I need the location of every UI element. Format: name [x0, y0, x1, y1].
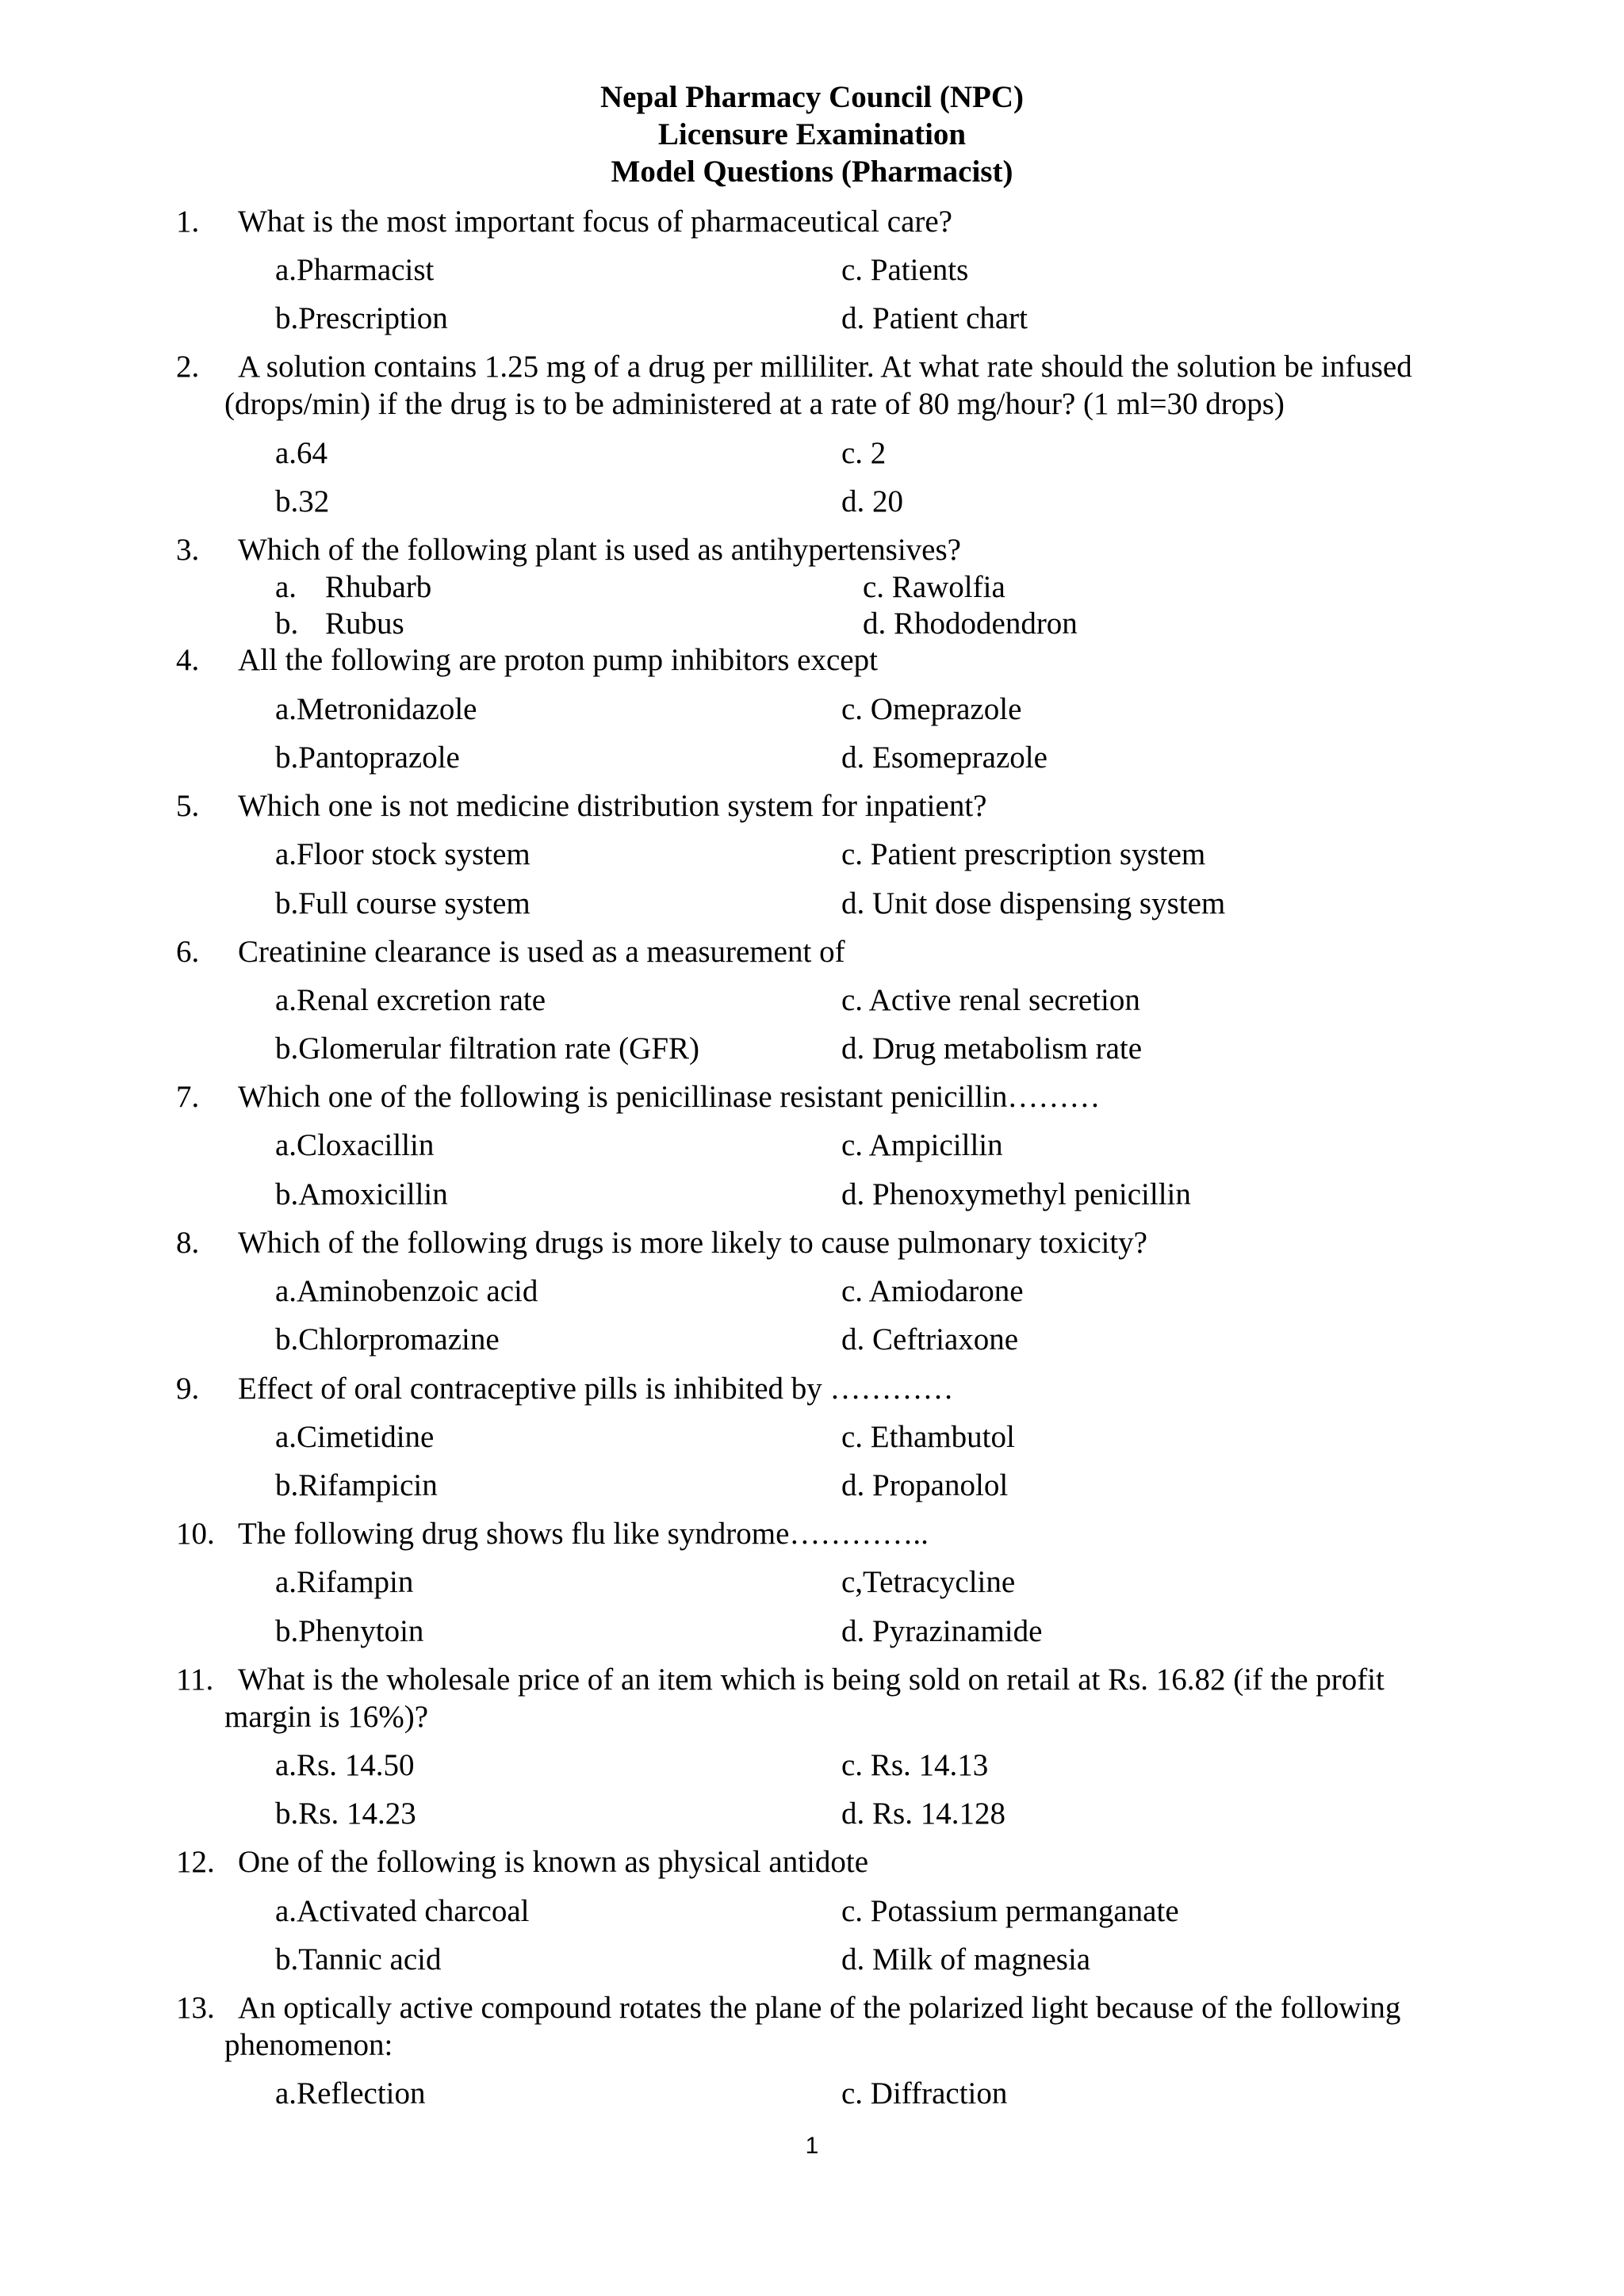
- option-a: a.Rifampin: [275, 1565, 414, 1599]
- option-b: b.Rifampicin: [275, 1468, 438, 1502]
- question-text: Which one of the following is penicillinase resistant penicillin………: [238, 1080, 1101, 1114]
- question-number: 8.: [176, 1226, 200, 1260]
- question-text: What is the most important focus of pharmaceutical care?: [238, 205, 952, 239]
- option-c: c. Patients: [841, 253, 969, 287]
- option-b: b.Chlorpromazine: [275, 1322, 500, 1357]
- option-c: c. Active renal secretion: [841, 983, 1140, 1017]
- model-questions-title: Model Questions (Pharmacist): [611, 155, 1013, 189]
- page-number: 1: [805, 2133, 819, 2159]
- option-c: c. Rawolfia: [863, 570, 1005, 604]
- exam-title: Licensure Examination: [657, 117, 967, 151]
- option-c: c. Diffraction: [841, 2076, 1008, 2110]
- option-text: Rubus: [325, 607, 404, 641]
- option-a: a.Renal excretion rate: [275, 983, 546, 1017]
- option-c: c,Tetracycline: [841, 1565, 1016, 1599]
- option-d: d. Pyrazinamide: [841, 1614, 1043, 1648]
- question-text: What is the wholesale price of an item which is being sold on retail at Rs. 16.82 (if the profit: [238, 1663, 1385, 1697]
- question-number: 7.: [176, 1080, 200, 1114]
- question-text-line-2: (drops/min) if the drug is to be administered at a rate of 80 mg/hour? (1 ml=30 drops): [224, 387, 1285, 421]
- option-c: c. Omeprazole: [841, 692, 1022, 726]
- question-number: 10.: [176, 1517, 215, 1551]
- option-d: d. Unit dose dispensing system: [841, 886, 1226, 920]
- option-a: a.Floor stock system: [275, 837, 530, 871]
- option-b: b.Rs. 14.23: [275, 1797, 416, 1831]
- option-c: c. 2: [841, 436, 887, 470]
- question-text-line-2: phenomenon:: [224, 2028, 393, 2062]
- option-letter: a.: [275, 570, 297, 604]
- option-d: d. Ceftriaxone: [841, 1322, 1019, 1357]
- option-c: c. Patient prescription system: [841, 837, 1206, 871]
- question-number: 2.: [176, 350, 200, 384]
- option-a: a.Pharmacist: [275, 253, 435, 287]
- question-text: A solution contains 1.25 mg of a drug per milliliter. At what rate should the solution be infused: [238, 350, 1412, 384]
- question-number: 1.: [176, 205, 200, 239]
- option-d: d. Phenoxymethyl penicillin: [841, 1177, 1191, 1211]
- question-number: 6.: [176, 935, 200, 969]
- question-number: 5.: [176, 789, 200, 823]
- option-d: d. 20: [841, 484, 903, 519]
- option-c: c. Rs. 14.13: [841, 1748, 989, 1782]
- option-b: b.Prescription: [275, 301, 448, 335]
- question-text: The following drug shows flu like syndrome…………..: [238, 1517, 929, 1551]
- question-text: One of the following is known as physical antidote: [238, 1845, 869, 1879]
- option-b: b.Glomerular filtration rate (GFR): [275, 1031, 700, 1066]
- option-d: d. Milk of magnesia: [841, 1942, 1091, 1976]
- question-number: 3.: [176, 533, 200, 567]
- option-text: Rhubarb: [325, 570, 432, 604]
- question-number: 12.: [176, 1845, 215, 1879]
- question-number: 11.: [176, 1663, 214, 1697]
- option-a: a.Reflection: [275, 2076, 426, 2110]
- option-c: c. Amiodarone: [841, 1274, 1024, 1308]
- question-number: 13.: [176, 1991, 215, 2025]
- option-d: d. Propanolol: [841, 1468, 1009, 1502]
- council-title: Nepal Pharmacy Council (NPC): [599, 80, 1025, 114]
- option-d: d. Drug metabolism rate: [841, 1031, 1143, 1066]
- option-letter: b.: [275, 607, 299, 641]
- option-a: a.Activated charcoal: [275, 1894, 530, 1928]
- option-c: c. Ethambutol: [841, 1420, 1015, 1454]
- option-b: b.Tannic acid: [275, 1942, 442, 1976]
- option-c: c. Ampicillin: [841, 1128, 1003, 1162]
- question-text: All the following are proton pump inhibitors except: [238, 643, 878, 677]
- question-text: Which of the following drugs is more likely to cause pulmonary toxicity?: [238, 1226, 1147, 1260]
- option-b: b.Amoxicillin: [275, 1177, 448, 1211]
- option-a: [275, 569, 432, 606]
- option-b: b.Pantoprazole: [275, 740, 460, 775]
- option-a: a.Cimetidine: [275, 1420, 435, 1454]
- option-a: a.Aminobenzoic acid: [275, 1274, 538, 1308]
- option-d: d. Patient chart: [841, 301, 1028, 335]
- option-b: [275, 606, 404, 642]
- option-a: a.Metronidazole: [275, 692, 477, 726]
- question-text: Creatinine clearance is used as a measurement of: [238, 935, 845, 969]
- option-d: d. Rs. 14.128: [841, 1797, 1005, 1831]
- question-number: 4.: [176, 643, 200, 677]
- question-number: 9.: [176, 1372, 200, 1406]
- option-b: b.Phenytoin: [275, 1614, 424, 1648]
- question-text-line-2: margin is 16%)?: [224, 1700, 429, 1734]
- option-a: a.Cloxacillin: [275, 1128, 435, 1162]
- option-d: d. Rhododendron: [863, 607, 1078, 641]
- question-text: Which one is not medicine distribution system for inpatient?: [238, 789, 987, 823]
- option-a: a.Rs. 14.50: [275, 1748, 415, 1782]
- option-b: b.32: [275, 484, 330, 519]
- question-text: Which of the following plant is used as antihypertensives?: [238, 533, 961, 567]
- question-text: An optically active compound rotates the plane of the polarized light because of the following: [238, 1991, 1401, 2025]
- option-c: c. Potassium permanganate: [841, 1894, 1179, 1928]
- option-b: b.Full course system: [275, 886, 530, 920]
- option-d: d. Esomeprazole: [841, 740, 1048, 775]
- question-text: Effect of oral contraceptive pills is inhibited by …………: [238, 1372, 954, 1406]
- option-a: a.64: [275, 436, 328, 470]
